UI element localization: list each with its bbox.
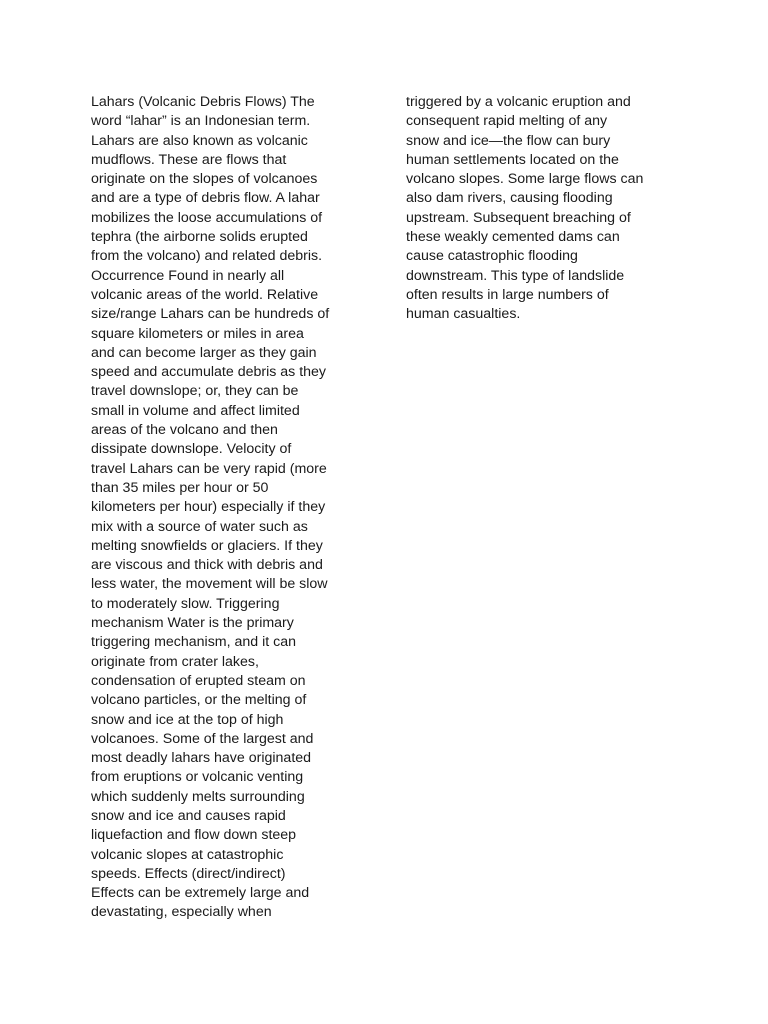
text-line: tephra (the airborne solids erupted [91,229,308,246]
text-line: triggering mechanism, and it can [91,634,297,651]
text-line: mudflows. These are flows that [91,151,287,168]
text-line: travel Lahars can be very rapid (more [91,460,327,477]
right-text-column [406,93,706,325]
text-line: cause catastrophic flooding [406,248,578,265]
text-line: mechanism Water is the primary [91,615,294,632]
text-line: Occurrence Found in nearly all [91,267,285,284]
text-line: less water, the movement will be slow [91,576,328,593]
text-line: word “lahar” is an Indonesian term. [91,113,311,130]
text-line: human casualties. [406,306,521,323]
text-line: Lahars are also known as volcanic [91,132,308,149]
text-line: square kilometers or miles in area [91,325,304,342]
text-line: small in volume and affect limited [91,402,300,419]
text-line: and are a type of debris flow. A lahar [91,190,320,207]
text-line: to moderately slow. Triggering [91,595,280,612]
text-line: from the volcano) and related debris. [91,248,323,265]
text-line: travel downslope; or, they can be [91,383,299,400]
left-text-column [91,93,381,923]
text-line: originate on the slopes of volcanoes [91,171,318,188]
text-line: which suddenly melts surrounding [91,788,305,805]
text-line: than 35 miles per hour or 50 [91,479,269,496]
text-line: these weakly cemented dams can [406,229,620,246]
text-line: volcanoes. Some of the largest and [91,730,314,747]
text-line: liquefaction and flow down steep [91,827,297,844]
text-line: dissipate downslope. Velocity of [91,441,292,458]
text-line: Effects can be extremely large and [91,885,310,902]
text-line: speeds. Effects (direct/indirect) [91,865,286,882]
text-line: downstream. This type of landslide [406,267,625,284]
text-line: kilometers per hour) especially if they [91,499,326,516]
text-line: snow and ice and causes rapid [91,807,286,824]
text-line: human settlements located on the [406,151,619,168]
text-line: size/range Lahars can be hundreds of [91,306,330,323]
text-line: volcano slopes. Some large flows can [406,171,644,188]
text-line: snow and ice at the top of high [91,711,284,728]
text-line: from eruptions or volcanic venting [91,769,304,786]
text-line: speed and accumulate debris as they [91,364,327,381]
text-line: and can become larger as they gain [91,344,317,361]
text-line: Lahars (Volcanic Debris Flows) The [91,94,315,110]
text-line: volcanic slopes at catastrophic [91,846,284,863]
text-line: often results in large numbers of [406,286,609,303]
text-line: most deadly lahars have originated [91,750,312,767]
text-line: melting snowfields or glaciers. If they [91,537,323,554]
text-line: volcanic areas of the world. Relative [91,286,319,303]
text-line: volcano particles, or the melting of [91,692,307,709]
text-line: originate from crater lakes, [91,653,259,670]
text-line: snow and ice—the flow can bury [406,132,611,149]
text-line: mobilizes the loose accumulations of [91,209,323,226]
text-line: consequent rapid melting of any [406,113,608,130]
text-line: are viscous and thick with debris and [91,557,323,574]
text-line: also dam rivers, causing flooding [406,190,613,207]
text-line: devastating, especially when [91,904,272,921]
text-line: areas of the volcano and then [91,422,278,439]
text-line: mix with a source of water such as [91,518,308,535]
text-line: triggered by a volcanic eruption and [406,94,631,110]
text-line: condensation of erupted steam on [91,672,306,689]
text-line: upstream. Subsequent breaching of [406,209,631,226]
